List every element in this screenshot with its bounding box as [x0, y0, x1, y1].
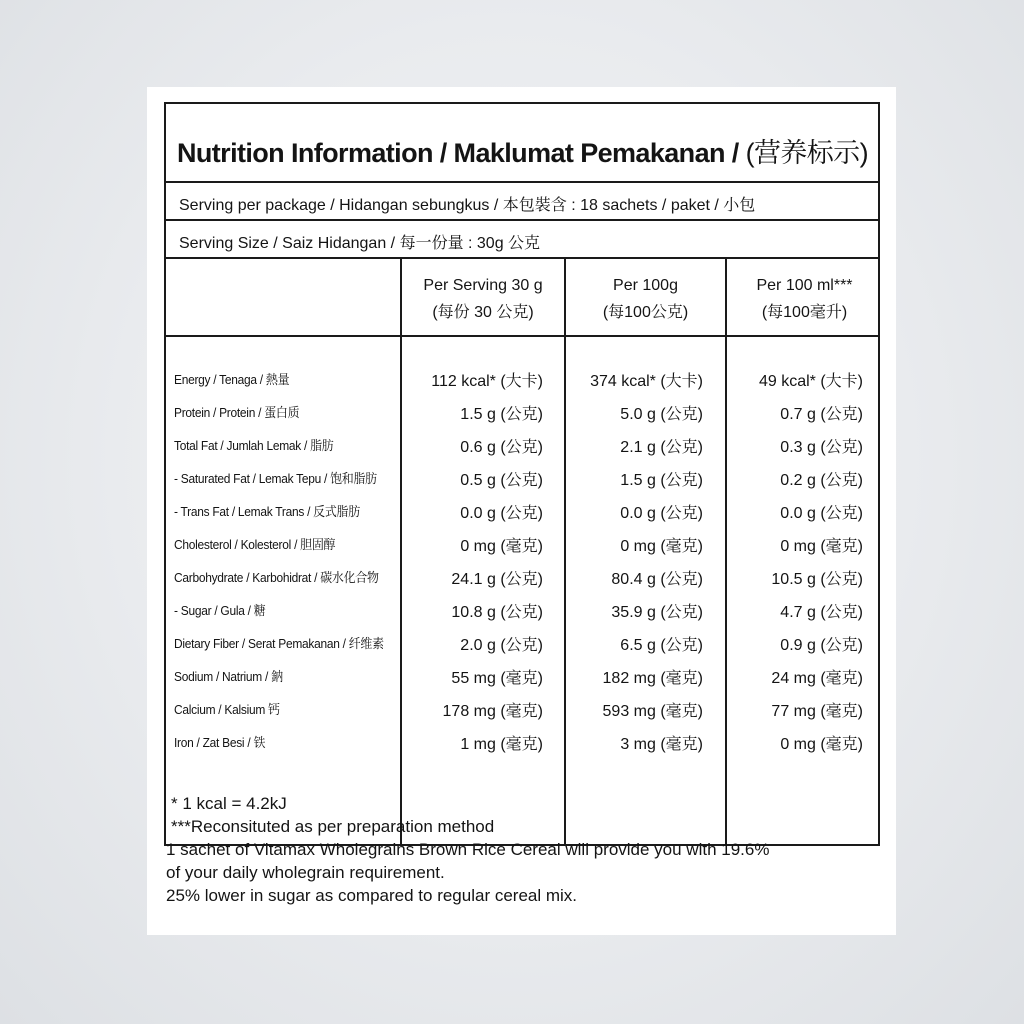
value-per-100g: 2.1 g (公克): [620, 439, 703, 456]
value-per-100ml: 0 mg (毫克): [780, 538, 863, 555]
footnotes: [166, 792, 886, 907]
value-per-serving: 0.5 g (公克): [460, 472, 543, 489]
value-per-serving: 0.0 g (公克): [460, 505, 543, 522]
page-title: [177, 131, 868, 170]
value-per-100g: 0.0 g (公克): [620, 505, 703, 522]
serving-size: Serving Size / Saiz Hidangan / 每一份量 : 30g 公克: [179, 235, 541, 252]
nutrient-name: Dietary Fiber / Serat Pemakanan / 纤维素: [174, 636, 384, 651]
nutrition-label-card: [147, 87, 896, 935]
title-chinese: (营养标示): [745, 138, 868, 168]
value-per-100g: 80.4 g (公克): [611, 571, 703, 588]
footnote-kcal: * 1 kcal = 4.2kJ: [171, 794, 287, 813]
nutrient-name: Iron / Zat Besi / 铁: [174, 735, 266, 750]
nutrient-name: - Sugar / Gula / 糖: [174, 603, 266, 618]
nutrient-row-dietary-fiber: [166, 627, 878, 660]
value-per-100ml: 4.7 g (公克): [780, 604, 863, 621]
serving-size-row: [166, 221, 878, 259]
nutrient-name: - Trans Fat / Lemak Trans / 反式脂肪: [174, 504, 360, 519]
column-header-line2: (每份 30 公克): [432, 304, 534, 321]
nutrient-name: Protein / Protein / 蛋白质: [174, 405, 300, 420]
value-per-serving: 2.0 g (公克): [460, 637, 543, 654]
nutrient-row-sodium: [166, 660, 878, 693]
value-per-serving: 0 mg (毫克): [460, 538, 543, 555]
column-header-per-100ml: [727, 272, 882, 326]
value-per-serving: 178 mg (毫克): [442, 703, 543, 720]
value-per-100g: 593 mg (毫克): [602, 703, 703, 720]
value-per-100g: 374 kcal* (大卡): [590, 373, 703, 390]
nutrient-name: Cholesterol / Kolesterol / 胆固醇: [174, 537, 336, 552]
value-per-100g: 182 mg (毫克): [602, 670, 703, 687]
value-per-serving: 112 kcal* (大卡): [431, 373, 543, 390]
value-per-100ml: 24 mg (毫克): [771, 670, 863, 687]
nutrient-row-sugar: [166, 594, 878, 627]
nutrient-row-calcium: [166, 693, 878, 726]
nutrient-row-cholesterol: [166, 528, 878, 561]
value-per-100ml: 10.5 g (公克): [771, 571, 863, 588]
title-row: [166, 104, 878, 183]
value-per-100g: 6.5 g (公克): [620, 637, 703, 654]
nutrient-row-energy: [166, 363, 878, 396]
nutrient-row-iron: [166, 726, 878, 759]
value-per-100g: 35.9 g (公克): [611, 604, 703, 621]
column-header-line2: (每100毫升): [761, 304, 848, 321]
value-per-100ml: 0.9 g (公克): [780, 637, 863, 654]
value-per-100ml: 49 kcal* (大卡): [758, 373, 863, 390]
value-per-100ml: 0.2 g (公克): [780, 472, 863, 489]
value-per-100ml: 0 mg (毫克): [780, 736, 863, 753]
nutrient-row-saturated-fat: [166, 462, 878, 495]
column-header-per-100g: [566, 272, 725, 326]
value-per-serving: 1.5 g (公克): [460, 406, 543, 423]
footnote-wholegrain-line1: 1 sachet of Vitamax Wholegrains Brown Rice Cereal will provide you with 19.6%: [166, 840, 770, 859]
value-per-100g: 3 mg (毫克): [620, 736, 703, 753]
serving-per-package-row: [166, 183, 878, 221]
value-per-100g: 5.0 g (公克): [620, 406, 703, 423]
column-header-line1: Per 100 ml***: [756, 277, 853, 294]
nutrition-table: [164, 102, 880, 846]
value-per-serving: 0.6 g (公克): [460, 439, 543, 456]
footnote-sugar: 25% lower in sugar as compared to regular cereal mix.: [166, 886, 578, 905]
nutrient-name: Sodium / Natrium / 鈉: [174, 669, 283, 684]
column-header-per-serving: [402, 272, 564, 326]
serving-per-package: Serving per package / Hidangan sebungkus / 本包裝含 : 18 sachets / paket / 小包: [179, 197, 756, 214]
value-per-100g: 1.5 g (公克): [620, 472, 703, 489]
value-per-100ml: 0.7 g (公克): [780, 406, 863, 423]
value-per-serving: 1 mg (毫克): [460, 736, 543, 753]
nutrient-rows: [166, 363, 878, 759]
value-per-100g: 0 mg (毫克): [620, 538, 703, 555]
column-header-line2: (每100公克): [602, 304, 689, 321]
value-per-100ml: 77 mg (毫克): [771, 703, 863, 720]
footnote-wholegrain-line2: of your daily wholegrain requirement.: [166, 863, 445, 882]
footnote-reconstituted: ***Reconsituted as per preparation method: [171, 817, 495, 836]
column-header-line1: Per Serving 30 g: [423, 277, 543, 294]
value-per-serving: 55 mg (毫克): [451, 670, 543, 687]
value-per-serving: 10.8 g (公克): [451, 604, 543, 621]
nutrient-name: Energy / Tenaga / 熱量: [174, 372, 290, 387]
column-header-line1: Per 100g: [613, 277, 678, 294]
nutrient-name: Total Fat / Jumlah Lemak / 脂肪: [174, 438, 334, 453]
nutrient-name: Calcium / Kalsium 钙: [174, 702, 280, 717]
nutrient-row-total-fat: [166, 429, 878, 462]
value-per-serving: 24.1 g (公克): [451, 571, 543, 588]
value-per-100ml: 0.0 g (公克): [780, 505, 863, 522]
nutrient-name: Carbohydrate / Karbohidrat / 碳水化合物: [174, 570, 379, 585]
header-divider: [166, 335, 878, 337]
nutrient-row-carbohydrate: [166, 561, 878, 594]
value-per-100ml: 0.3 g (公克): [780, 439, 863, 456]
nutrient-row-protein: [166, 396, 878, 429]
nutrient-name: - Saturated Fat / Lemak Tepu / 饱和脂肪: [174, 471, 377, 486]
nutrient-row-trans-fat: [166, 495, 878, 528]
title-latin: Nutrition Information / Maklumat Pemakanan /: [177, 138, 746, 168]
